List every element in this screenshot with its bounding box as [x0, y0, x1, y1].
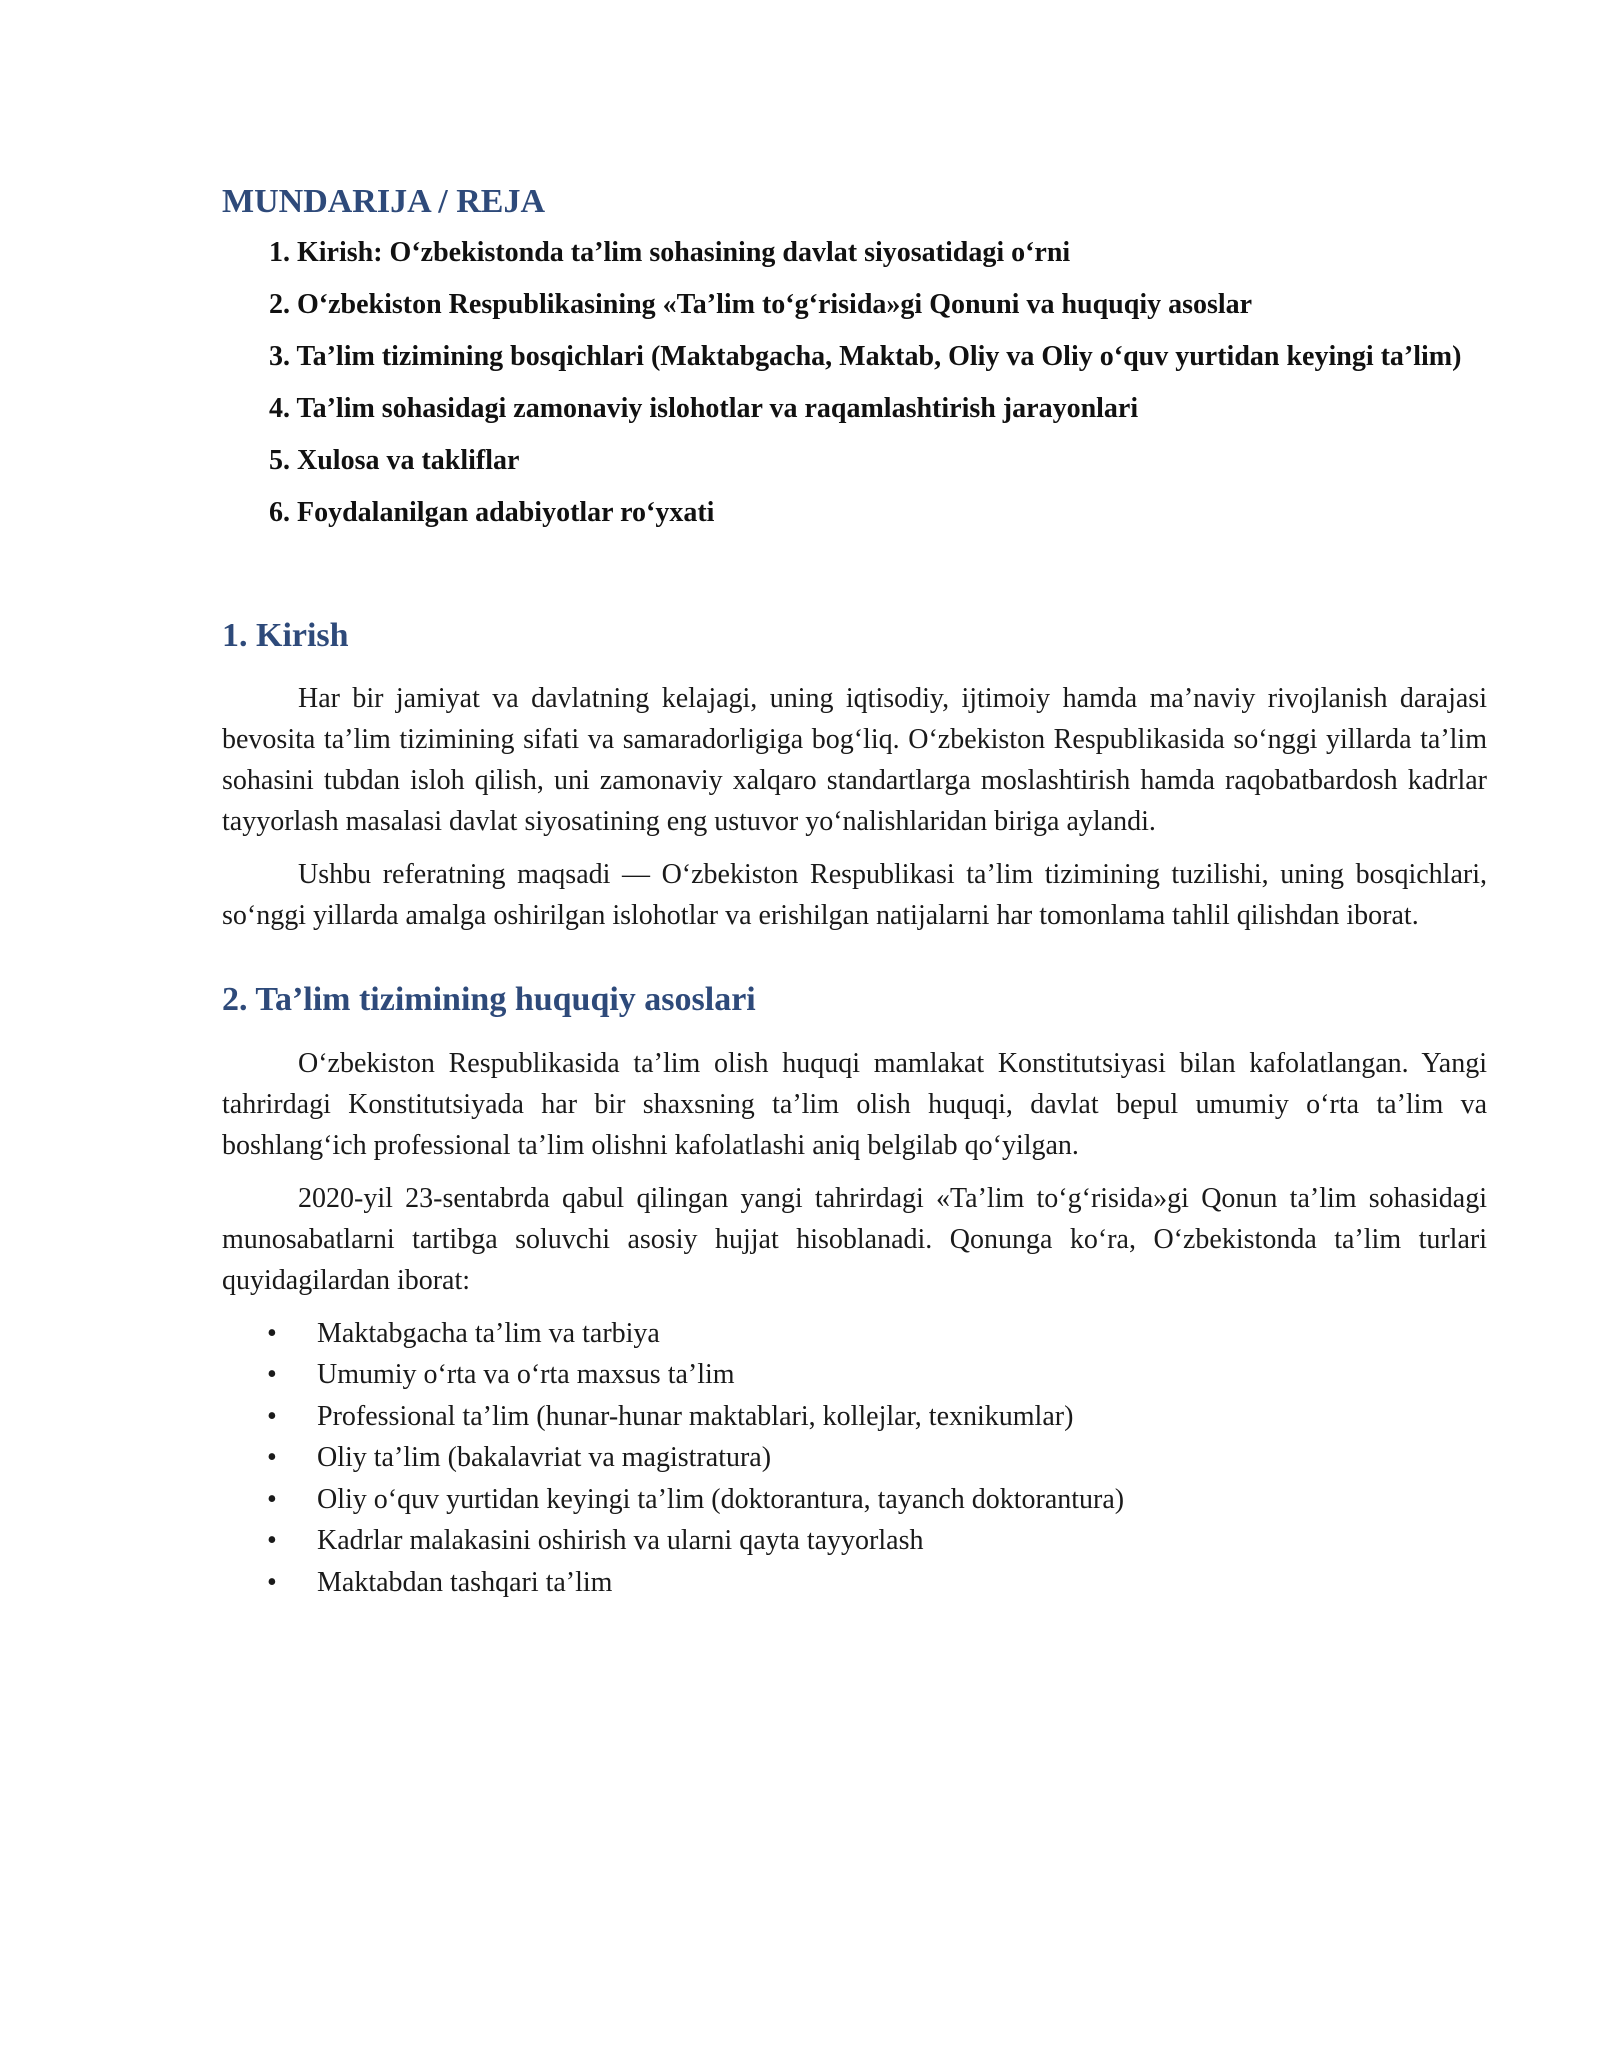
- toc-item-6: 6. Foydalanilgan adabiyotlar ro‘yxati: [269, 497, 715, 529]
- bullet-icon: •: [267, 1566, 277, 1598]
- toc-item-4: 4. Ta’lim sohasidagi zamonaviy islohotlar va raqamlashtirish jarayonlari: [269, 393, 1139, 425]
- education-types-list: [222, 1313, 1487, 1604]
- bullet-icon: •: [267, 1317, 277, 1349]
- list-item-text: Maktabdan tashqari ta’lim: [317, 1566, 613, 1598]
- list-item: [267, 1354, 1487, 1396]
- section-heading-huquqiy-asoslar: 2. Ta’lim tizimining huquqiy asoslari: [222, 981, 756, 1019]
- bullet-icon: •: [267, 1400, 277, 1432]
- toc-item-1: 1. Kirish: O‘zbekistonda ta’lim sohasining davlat siyosatidagi o‘rni: [269, 237, 1071, 269]
- toc-title: MUNDARIJA / REJA: [222, 183, 545, 220]
- bullet-icon: •: [267, 1359, 277, 1391]
- list-item-text: Kadrlar malakasini oshirish va ularni qayta tayyorlash: [317, 1525, 924, 1557]
- list-item: [267, 1562, 1487, 1604]
- paragraph: 2020-yil 23-sentabrda qabul qilingan yangi tahrirdagi «Ta’lim to‘g‘risida»gi Qonun ta’lim sohasidagi munosabatlarni tartibga soluvchi asosiy hujjat hisoblanadi. Qonunga ko‘ra, O‘zbekistonda ta’lim turlari quyidagilardan iborat:: [222, 1182, 1487, 1296]
- list-item-text: Maktabgacha ta’lim va tarbiya: [317, 1317, 660, 1349]
- list-item: [267, 1479, 1487, 1521]
- bullet-icon: •: [267, 1442, 277, 1474]
- paragraph: Har bir jamiyat va davlatning kelajagi, uning iqtisodiy, ijtimoiy hamda ma’naviy rivojlanish darajasi bevosita ta’lim tizimining sifati va samaradorligiga bog‘liq. O‘zbekiston Respublikasida so‘nggi yillarda ta’lim sohasini tubdan isloh qilish, uni zamonaviy xalqaro standartlarga moslashtirish hamda raqobatbardosh kadrlar tayyorlash masalasi davlat siyosatining eng ustuvor yo‘nalishlaridan biriga aylandi.: [222, 683, 1487, 838]
- toc-item-5: 5. Xulosa va takliflar: [269, 445, 520, 477]
- toc-item-2: 2. O‘zbekiston Respublikasining «Ta’lim to‘g‘risida»gi Qonuni va huquqiy asoslar: [269, 289, 1253, 321]
- list-item-text: Oliy o‘quv yurtidan keyingi ta’lim (doktorantura, tayanch doktorantura): [317, 1483, 1125, 1515]
- list-item: [267, 1437, 1487, 1479]
- bullet-icon: •: [267, 1483, 277, 1515]
- list-item: [267, 1396, 1487, 1438]
- list-item-text: Umumiy o‘rta va o‘rta maxsus ta’lim: [317, 1359, 735, 1391]
- paragraph: Ushbu referatning maqsadi — O‘zbekiston Respublikasi ta’lim tizimining tuzilishi, uning bosqichlari, so‘nggi yillarda amalga oshirilgan islohotlar va erishilgan natijalarni har tomonlama tahlil qilishdan iborat.: [222, 859, 1487, 932]
- list-item-text: Oliy ta’lim (bakalavriat va magistratura): [317, 1442, 772, 1474]
- toc-list: [222, 232, 1487, 533]
- toc-item-3: 3. Ta’lim tizimining bosqichlari (Maktabgacha, Maktab, Oliy va Oliy o‘quv yurtidan keyingi ta’lim): [269, 341, 1462, 373]
- document-page: [222, 180, 1487, 1603]
- list-item: [267, 1313, 1487, 1355]
- paragraph: O‘zbekiston Respublikasida ta’lim olish huquqi mamlakat Konstitutsiyasi bilan kafolatlangan. Yangi tahrirdagi Konstitutsiyada har bir shaxsning ta’lim olish huquqi, davlat bepul umumiy o‘rta ta’lim va boshlang‘ich professional ta’lim olishni kafolatlashi aniq belgilab qo‘yilgan.: [222, 1047, 1487, 1161]
- list-item-text: Professional ta’lim (hunar-hunar maktablari, kollejlar, texnikumlar): [317, 1400, 1074, 1432]
- list-item: [267, 1520, 1487, 1562]
- bullet-icon: •: [267, 1525, 277, 1557]
- section-heading-kirish: 1. Kirish: [222, 617, 349, 655]
